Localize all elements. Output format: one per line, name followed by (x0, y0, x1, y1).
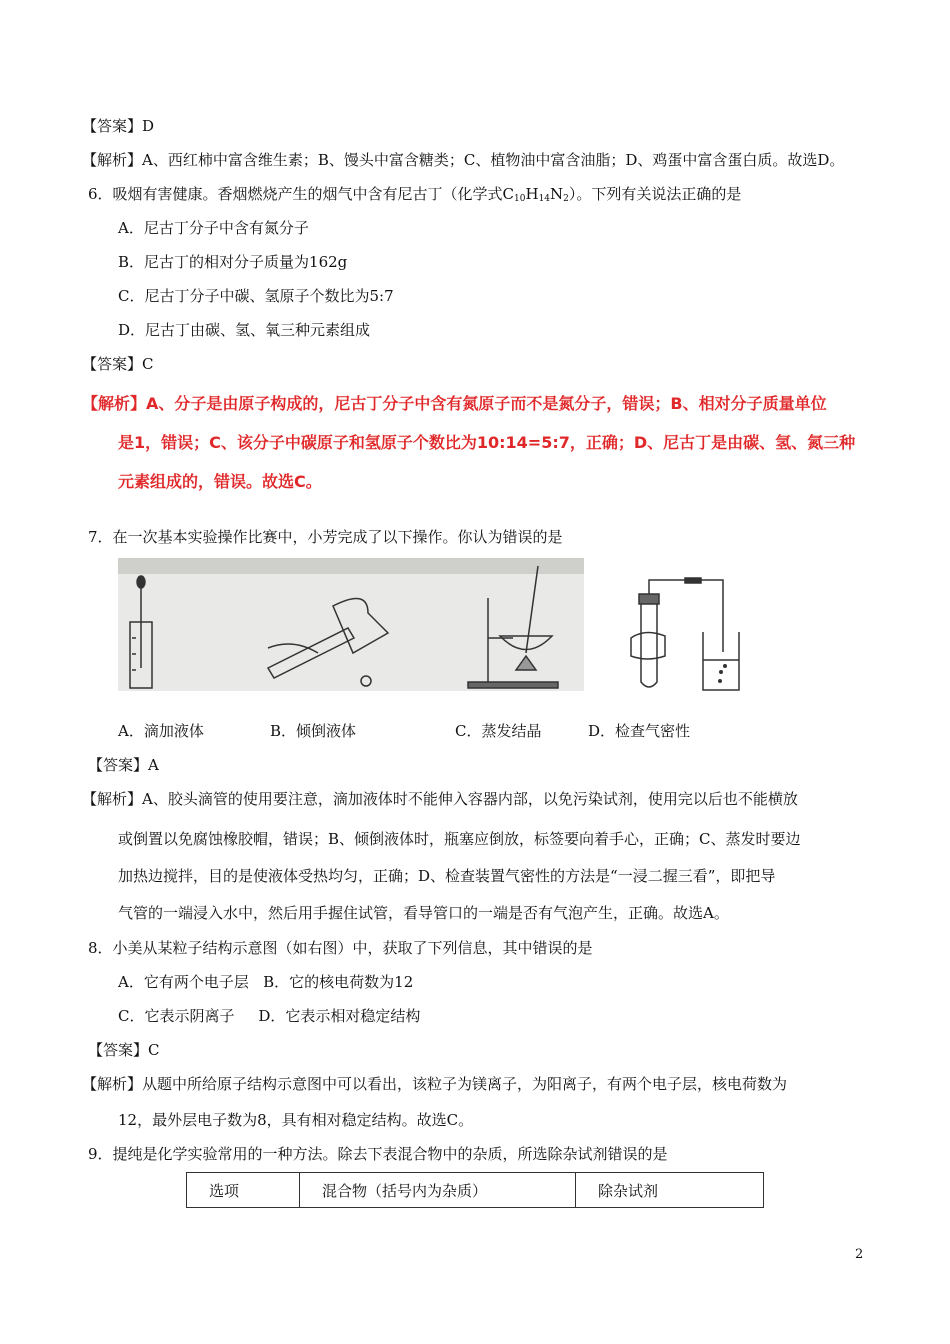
q8-analysis-line-1: 【解析】从题中所给原子结构示意图中可以看出，该粒子为镁离子，为阳离子，有两个电子层，核电荷数为 (82, 1075, 788, 1093)
q6-option-d: D．尼古丁由碳、氢、氧三种元素组成 (118, 321, 371, 339)
page-number: 2 (855, 1247, 864, 1262)
q7-analysis-line-3: 加热边搅拌，目的是使液体受热均匀，正确；D、检查装置气密性的方法是“一浸二握三看”，即把导 (118, 867, 776, 885)
q6-option-c: C．尼古丁分子中碳、氢原子个数比为5:7 (118, 287, 394, 305)
table-header-row (187, 1173, 764, 1208)
q7-option-c: C．蒸发结晶 (455, 722, 542, 740)
q5-answer: 【答案】D (82, 117, 155, 135)
q7-answer: 【答案】A (88, 756, 159, 774)
q9-stem: 9．提纯是化学实验常用的一种方法。除去下表混合物中的杂质，所选除杂试剂错误的是 (88, 1145, 668, 1163)
q6-option-a: A．尼古丁分子中含有氮分子 (118, 219, 309, 237)
q5-analysis: 【解析】A、西红柿中富含维生素；B、馒头中富含糖类；C、植物油中富含油脂；D、鸡蛋中富含蛋白质。故选D。 (82, 151, 845, 169)
q6-analysis-line-2: 是1，错误；C、该分子中碳原子和氢原子个数比为10:14=5:7，正确；D、尼古丁是由碳、氢、氮三种 (118, 433, 856, 452)
q8-answer: 【答案】C (88, 1041, 160, 1059)
q9-table (186, 1172, 764, 1208)
q6-stem: 6．吸烟有害健康。香烟燃烧产生的烟气中含有尼古丁（化学式$C_{10}H_{14}N_2$）。下列有关说法正确的是 (88, 185, 742, 204)
experiment-figure-abc (118, 558, 584, 691)
q8-analysis-line-2: 12，最外层电子数为8，具有相对稳定结构。故选C。 (118, 1111, 474, 1129)
q7-option-d: D．检查气密性 (588, 722, 691, 740)
q6-option-b: B．尼古丁的相对分子质量为162g (118, 253, 348, 271)
q7-analysis-line-1: 【解析】A、胶头滴管的使用要注意，滴加液体时不能伸入容器内部，以免污染试剂，使用完以后也不能横放 (82, 790, 798, 808)
q7-analysis-line-4: 气管的一端浸入水中，然后用手握住试管，看导管口的一端是否有气泡产生，正确。故选A。 (118, 904, 729, 922)
q7-analysis-line-2: 或倒置以免腐蚀橡胶帽，错误；B、倾倒液体时，瓶塞应倒放，标签要向着手心，正确；C、蒸发时要边 (118, 830, 801, 848)
table-header-reagent: 除杂试剂 (576, 1173, 764, 1208)
q8-options-row-1: A．它有两个电子层 B．它的核电荷数为12 (118, 973, 414, 991)
q8-options-row-2: C．它表示阴离子 D．它表示相对稳定结构 (118, 1007, 421, 1025)
q7-stem: 7．在一次基本实验操作比赛中，小芳完成了以下操作。你认为错误的是 (88, 528, 563, 546)
q6-answer: 【答案】C (82, 355, 154, 373)
table-header-mixture: 混合物（括号内为杂质） (300, 1173, 576, 1208)
q7-option-b: B．倾倒液体 (270, 722, 357, 740)
airtight-check-figure (623, 572, 743, 698)
q6-analysis-line-3: 元素组成的，错误。故选C。 (118, 472, 322, 491)
table-header-option: 选项 (187, 1173, 300, 1208)
q6-analysis-line-1: 【解析】A、分子是由原子构成的，尼古丁分子中含有氮原子而不是氮分子，错误；B、相对分子质量单位 (82, 394, 827, 413)
q8-stem: 8．小美从某粒子结构示意图（如右图）中，获取了下列信息，其中错误的是 (88, 939, 593, 957)
q7-option-a: A．滴加液体 (118, 722, 204, 740)
